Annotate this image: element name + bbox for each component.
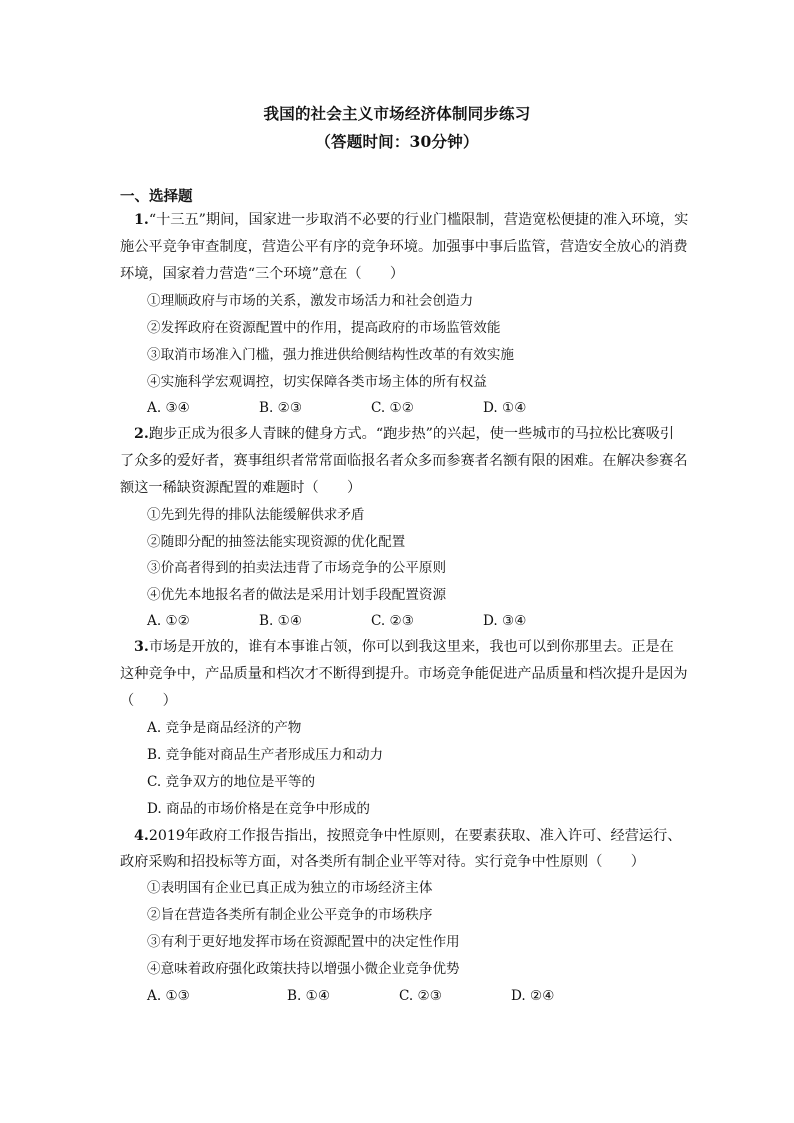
question-number: 3. [134, 639, 149, 655]
question-3-option-b: B. 竞争能对商品生产者形成压力和动力 [147, 747, 384, 763]
question-2-choice-a: A. ①② [147, 613, 190, 629]
question-3-stem-line-1: 3.市场是开放的，谁有本事谁占领，你可以到我这里来，我也可以到你那里去。正是在 [134, 639, 674, 655]
question-4-stem-line-1: 4.2019年政府工作报告指出，按照竞争中性原则，在要素获取、准入许可、经营运行、 [134, 828, 682, 844]
question-1-choice-d: D. ①④ [483, 400, 527, 416]
question-1-statement-3: ③取消市场准入门槛，强力推进供给侧结构性改革的有效实施 [147, 347, 515, 363]
question-number: 1. [134, 212, 149, 228]
document-title: 我国的社会主义市场经济体制同步练习 [263, 104, 531, 123]
question-1-stem-line-1: 1.“十三五”期间，国家进一步取消不必要的行业门槛限制，营造宽松便捷的准入环境，实 [134, 212, 689, 228]
section-heading: 一、选择题 [120, 188, 193, 205]
question-4-choice-a: A. ①③ [147, 988, 190, 1004]
question-4-stem-line-2: 政府采购和招投标等方面，对各类所有制企业平等对待。实行竞争中性原则（ ） [120, 854, 645, 870]
question-2-statement-2: ②随即分配的抽签法能实现资源的优化配置 [147, 534, 406, 550]
question-1-statement-2: ②发挥政府在资源配置中的作用，提高政府的市场监管效能 [147, 320, 501, 336]
question-4-statement-4: ④意味着政府强化政策扶持以增强小微企业竞争优势 [147, 961, 460, 977]
question-3-option-d: D. 商品的市场价格是在竞争中形成的 [147, 801, 370, 817]
question-4-choice-b: B. ①④ [287, 988, 331, 1004]
question-1-choice-b: B. ②③ [259, 400, 303, 416]
question-2-statement-4: ④优先本地报名者的做法是采用计划手段配置资源 [147, 587, 447, 603]
question-2-choice-b: B. ①④ [259, 613, 303, 629]
question-2-stem-line-2: 了众多的爱好者，赛事组织者常常面临报名者众多而参赛者名额有限的困难。在解决参赛名 [120, 453, 688, 469]
question-2-choice-d: D. ③④ [483, 613, 527, 629]
question-3-stem-line-3: （ ） [120, 693, 177, 709]
question-4-statement-3: ③有利于更好地发挥市场在资源配置中的决定性作用 [147, 934, 460, 950]
question-4-statement-1: ①表明国有企业已真正成为独立的市场经济主体 [147, 880, 433, 896]
question-3-option-c: C. 竞争双方的地位是平等的 [147, 774, 316, 790]
question-4-choice-d: D. ②④ [511, 988, 555, 1004]
question-1-choice-c: C. ①② [371, 400, 414, 416]
question-4-statement-2: ②旨在营造各类所有制企业公平竞争的市场秩序 [147, 907, 433, 923]
question-1-choice-a: A. ③④ [147, 400, 190, 416]
question-2-stem-line-3: 额这一稀缺资源配置的难题时（ ） [120, 480, 362, 496]
question-2-statement-3: ③价高者得到的拍卖法违背了市场竞争的公平原则 [147, 560, 447, 576]
question-1-statement-4: ④实施科学宏观调控，切实保障各类市场主体的所有权益 [147, 374, 487, 390]
document-subtitle: （答题时间：30分钟） [315, 132, 479, 151]
question-2-choice-c: C. ②③ [371, 613, 414, 629]
question-1-statement-1: ①理顺政府与市场的关系，激发市场活力和社会创造力 [147, 293, 474, 309]
question-1-stem-line-2: 施公平竞争审查制度，营造公平有序的竞争环境。加强事中事后监管，营造安全放心的消费 [120, 239, 688, 255]
question-1-stem-line-3: 环境，国家着力营造“三个环境”意在（ ） [120, 266, 405, 282]
question-2-stem-line-1: 2.跑步正成为很多人青睐的健身方式。“跑步热”的兴起，使一些城市的马拉松比赛吸引 [134, 426, 675, 442]
question-number: 2. [134, 426, 149, 442]
question-4-choice-c: C. ②③ [399, 988, 442, 1004]
question-3-option-a: A. 竞争是商品经济的产物 [147, 720, 302, 736]
question-3-stem-line-2: 这种竞争中，产品质量和档次才不断得到提升。市场竞争能促进产品质量和档次提升是因为 [120, 666, 688, 682]
question-number: 4. [134, 828, 149, 844]
question-2-statement-1: ①先到先得的排队法能缓解供求矛盾 [147, 507, 365, 523]
